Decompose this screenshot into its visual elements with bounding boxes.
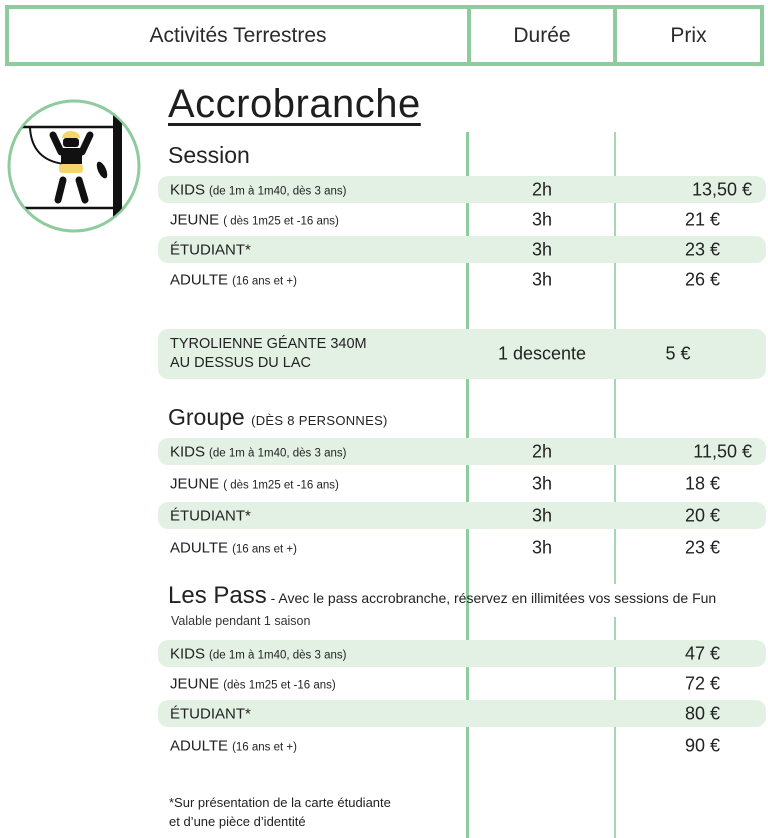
pass-validity: Valable pendant 1 saison <box>171 614 311 628</box>
zipline-label: TYROLIENNE GÉANTE 340M AU DESSUS DU LAC <box>170 336 367 371</box>
session-row-adulte <box>158 266 766 293</box>
pass-row-adulte <box>158 732 766 759</box>
row-price: 18 € <box>684 473 720 493</box>
row-price: 80 € <box>684 703 720 723</box>
session-title: Session <box>168 142 250 168</box>
pass-row-kids <box>158 640 766 667</box>
pass-title: Les Pass - Avec le pass accrobranche, réservez en illimitées vos sessions de Fun <box>168 582 717 609</box>
row-price: 23 € <box>684 239 720 259</box>
row-label: ÉTUDIANT* <box>170 705 251 722</box>
row-label: KIDS (de 1m à 1m40, dès 3 ans) <box>170 645 347 662</box>
row-label: ÉTUDIANT* <box>170 241 251 258</box>
price-table-header <box>5 5 764 66</box>
header-activity: Activités Terrestres <box>9 9 471 62</box>
row-label: ÉTUDIANT* <box>170 507 251 524</box>
row-duration: 3h <box>531 239 553 259</box>
row-price: 21 € <box>684 209 720 229</box>
session-row-kids <box>158 176 766 203</box>
row-label: JEUNE ( dès 1m25 et -16 ans) <box>170 211 339 228</box>
tree-climber-icon <box>6 98 142 234</box>
group-row-kids <box>158 438 766 465</box>
row-label: JEUNE ( dès 1m25 et -16 ans) <box>170 475 339 492</box>
row-duration: 2h <box>531 179 553 199</box>
zipline-row <box>158 329 766 379</box>
activity-title: Accrobranche <box>168 82 421 126</box>
row-duration: 3h <box>531 473 553 493</box>
header-price: Prix <box>670 23 707 47</box>
row-label: JEUNE (dès 1m25 et -16 ans) <box>170 675 336 692</box>
session-row-etudiant <box>158 236 766 263</box>
row-price: 26 € <box>684 269 720 289</box>
row-label: KIDS (de 1m à 1m40, dès 3 ans) <box>170 181 347 198</box>
row-duration: 3h <box>531 537 553 557</box>
row-price: 13,50 € <box>691 179 752 199</box>
student-footnote: *Sur présentation de la carte étudiante et d’une pièce d’identité <box>169 795 391 829</box>
row-duration: 3h <box>531 269 553 289</box>
row-label: KIDS (de 1m à 1m40, dès 3 ans) <box>170 443 347 460</box>
group-row-jeune <box>158 470 766 497</box>
row-price: 47 € <box>684 643 720 663</box>
row-price: 90 € <box>684 735 720 755</box>
zipline-price: 5 € <box>665 343 691 364</box>
row-price: 23 € <box>684 537 720 557</box>
row-duration: 3h <box>531 505 553 525</box>
pass-row-jeune <box>158 670 766 697</box>
header-duration: Durée <box>471 9 617 62</box>
zipline-duration: 1 descente <box>497 343 587 364</box>
group-title: Groupe (DÈS 8 PERSONNES) <box>168 404 388 430</box>
row-label: ADULTE (16 ans et +) <box>170 539 297 556</box>
group-row-etudiant <box>158 502 766 529</box>
group-row-adulte <box>158 534 766 561</box>
row-price: 72 € <box>684 673 720 693</box>
session-row-jeune <box>158 206 766 233</box>
row-price: 20 € <box>684 505 720 525</box>
row-label: ADULTE (16 ans et +) <box>170 271 297 288</box>
row-price: 11,50 € <box>693 441 752 461</box>
row-label: ADULTE (16 ans et +) <box>170 737 297 754</box>
row-duration: 2h <box>531 441 553 461</box>
pass-row-etudiant <box>158 700 766 727</box>
row-duration: 3h <box>531 209 553 229</box>
